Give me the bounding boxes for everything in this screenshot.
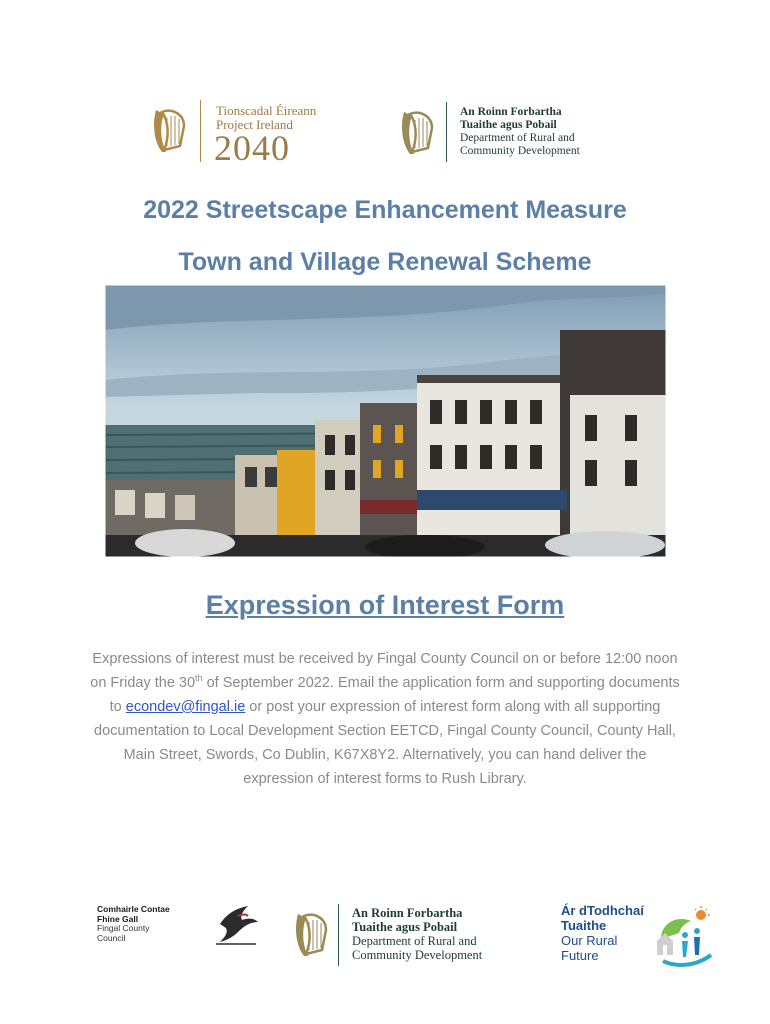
bird-emblem-icon (212, 902, 262, 948)
footer-department-logo (292, 902, 512, 968)
orf-irish-line2: Tuaithe (561, 918, 607, 933)
email-link[interactable]: econdev@fingal.ie (125, 699, 246, 715)
dept-irish-line1: An Roinn Forbartha (460, 106, 562, 118)
streetscape-image (105, 285, 666, 557)
footer-dept-irish-line1: An Roinn Forbartha (352, 906, 463, 920)
instructions-text-2: of September 2022. Email the application form and supporting documents to (109, 675, 680, 715)
project-ireland-english: Project Ireland (216, 117, 293, 132)
our-rural-future-logo (561, 903, 721, 969)
department-logo (398, 100, 628, 164)
dept-english-line1: Department of Rural and (460, 132, 575, 144)
fingal-line4: Council (97, 932, 126, 943)
form-title-wrapper (0, 590, 770, 621)
harp-icon (292, 910, 330, 960)
fingal-line3: Fingal County (97, 923, 150, 933)
harp-icon (398, 108, 436, 158)
project-ireland-logo (150, 100, 350, 168)
harp-icon (150, 106, 188, 156)
instructions-text-1: Expressions of interest must be received by Fingal County Council on or before 12:00 noon on Friday the 30 (90, 651, 678, 691)
form-title: Expression of Interest Form (205, 590, 565, 620)
instructions-paragraph (90, 647, 680, 791)
project-ireland-year: 2040 (214, 128, 290, 168)
date-suffix: th (195, 673, 203, 684)
orf-english-line2: Future (561, 948, 599, 963)
orf-english-line1: Our Rural (561, 933, 618, 948)
footer-dept-english-line2: Community Development (352, 948, 483, 962)
footer-dept-english-line1: Department of Rural and (352, 934, 477, 948)
footer-dept-irish-line2: Tuaithe agus Pobail (352, 920, 458, 934)
project-ireland-irish: Tionscadal Éireann (216, 103, 317, 118)
dept-irish-line2: Tuaithe agus Pobail (460, 119, 557, 131)
dept-english-line2: Community Development (460, 145, 580, 157)
page-subtitle: Town and Village Renewal Scheme (178, 248, 592, 276)
fingal-county-council-logo (97, 905, 187, 945)
orf-irish-line1: Ár dTodhchaí (561, 903, 644, 918)
fingal-line1: Comhairle Contae (97, 904, 170, 914)
page-title: 2022 Streetscape Enhancement Measure (143, 196, 627, 224)
rural-future-emblem-icon (655, 905, 715, 967)
instructions-text-3: or post your expression of interest form along with all supporting documentation to Local Development Section EETCD, Fingal County Council, County Hall, Main Street, Swords, Co Dublin, K67X8Y2. Alternatively, you can hand deliver the expression of interest forms to Rush Library. (94, 699, 676, 787)
fingal-line2: Fhine Gall (97, 913, 139, 924)
